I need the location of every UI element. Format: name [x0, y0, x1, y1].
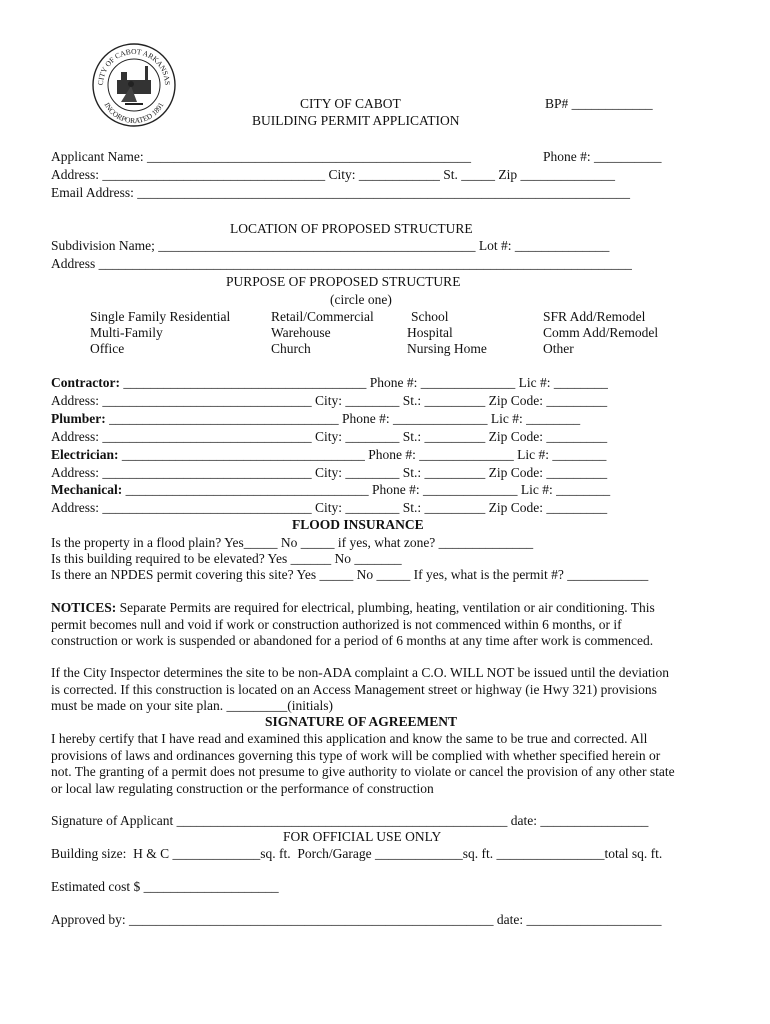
location-heading: LOCATION OF PROPOSED STRUCTURE [230, 221, 473, 236]
mechanical-row[interactable] [51, 482, 610, 498]
electrician-address-field[interactable]: Address: _______________________________ City: ________ St.: _________ Zip Code: _________ [51, 465, 608, 480]
plumber-fields[interactable]: __________________________________ Phone #: ______________ Lic #: ________ [105, 411, 581, 426]
signature-field[interactable]: Signature of Applicant _________________________________________________ date: ________________ [51, 813, 649, 828]
city-name: CITY OF CABOT [300, 96, 401, 111]
elevation-question[interactable]: Is this building required to be elevated? Yes ______ No _______ [51, 551, 402, 566]
contractor-label: Contractor: [51, 375, 120, 390]
bp-number-field[interactable]: BP# ____________ [545, 96, 653, 111]
ada-paragraph: If the City Inspector determines the site to be non-ADA complaint a C.O. WILL NOT be issued until the deviation is corrected. If this construction is located on an Access Management street or highway (ie Hwy 321) provisions must be made on your site plan. _________(initials) [51, 665, 669, 713]
seal-top-text: CITY OF CABOT ARKANSAS [95, 46, 173, 86]
electrician-label: Electrician: [51, 447, 119, 462]
flood-plain-question[interactable]: Is the property in a flood plain? Yes_____ No _____ if yes, what zone? ______________ [51, 535, 534, 550]
purpose-option[interactable]: Comm Add/Remodel [543, 325, 659, 340]
contractor-row[interactable] [51, 375, 608, 391]
npdes-question[interactable]: Is there an NPDES permit covering this site? Yes _____ No _____ If yes, what is the permit #? ____________ [51, 567, 649, 582]
purpose-option[interactable]: Hospital [407, 325, 453, 340]
approved-by-field[interactable]: Approved by: ______________________________________________________ date: ____________________ [51, 912, 662, 927]
applicant-email-field[interactable]: Email Address: _________________________________________________________________________ [51, 185, 630, 200]
purpose-option[interactable]: Retail/Commercial [271, 309, 374, 324]
purpose-option[interactable]: Office [90, 341, 125, 356]
plumber-label: Plumber: [51, 411, 106, 426]
purpose-option[interactable]: Other [543, 341, 574, 356]
flood-heading: FLOOD INSURANCE [292, 517, 424, 532]
estimated-cost-field[interactable]: Estimated cost $ ____________________ [51, 879, 279, 894]
applicant-phone-field[interactable]: Phone #: __________ [543, 149, 662, 164]
applicant-name-field[interactable]: Applicant Name: ________________________________________________ [51, 149, 471, 164]
form-title: BUILDING PERMIT APPLICATION [252, 113, 460, 128]
purpose-option[interactable]: School [411, 309, 449, 324]
purpose-option[interactable]: SFR Add/Remodel [543, 309, 646, 324]
notices-text: Separate Permits are required for electrical, plumbing, heating, ventilation or air conditioning. This permit becomes null and void if work or construction authorized is not commenced within 6 months, or if construction or work is suspended or abandoned for a period of 6 months at any time after work is commenced. [51, 600, 655, 648]
city-seal-logo [91, 42, 177, 128]
purpose-option[interactable]: Single Family Residential [90, 309, 231, 324]
subdivision-field[interactable]: Subdivision Name; _______________________________________________ Lot #: ______________ [51, 238, 610, 253]
purpose-option[interactable]: Multi-Family [90, 325, 163, 340]
electrician-fields[interactable]: ____________________________________ Phone #: ______________ Lic #: ________ [118, 447, 607, 462]
notices-label: NOTICES: [51, 600, 117, 615]
contractor-address-field[interactable]: Address: _______________________________ City: ________ St.: _________ Zip Code: _________ [51, 393, 608, 408]
plumber-row[interactable] [51, 411, 580, 427]
mechanical-label: Mechanical: [51, 482, 123, 497]
purpose-subheading: (circle one) [330, 292, 392, 307]
building-size-field[interactable]: Building size: H & C _____________sq. ft. Porch/Garage _____________sq. ft. ________________total sq. ft. [51, 846, 663, 861]
purpose-option[interactable]: Church [271, 341, 311, 356]
mechanical-address-field[interactable]: Address: _______________________________ City: ________ St.: _________ Zip Code: _________ [51, 500, 608, 515]
applicant-address-field[interactable]: Address: _________________________________ City: ____________ St. _____ Zip ______________ [51, 167, 616, 182]
agreement-heading: SIGNATURE OF AGREEMENT [265, 714, 458, 729]
agreement-paragraph: I hereby certify that I have read and examined this application and know the same to be true and corrected. All provisions of laws and ordinances governing this type of work will be complied with whether specified herein or not. The granting of a permit does not presume to give authority to violate or cancel the provision of any other state or local law regulating construction or the performance of construction [51, 731, 675, 796]
purpose-heading: PURPOSE OF PROPOSED STRUCTURE [226, 274, 461, 289]
seal-bottom-text: INCORPORATED 1891 [102, 100, 166, 126]
notices-paragraph [51, 600, 679, 650]
purpose-option[interactable]: Warehouse [271, 325, 331, 340]
official-heading: FOR OFFICIAL USE ONLY [283, 829, 442, 844]
electrician-row[interactable] [51, 447, 606, 463]
mechanical-fields[interactable]: ____________________________________ Phone #: ______________ Lic #: ________ [122, 482, 611, 497]
contractor-fields[interactable]: ____________________________________ Phone #: ______________ Lic #: ________ [119, 375, 608, 390]
purpose-option[interactable]: Nursing Home [407, 341, 487, 356]
location-address-field[interactable]: Address _______________________________________________________________________________ [51, 256, 632, 271]
plumber-address-field[interactable]: Address: _______________________________ City: ________ St.: _________ Zip Code: _________ [51, 429, 608, 444]
